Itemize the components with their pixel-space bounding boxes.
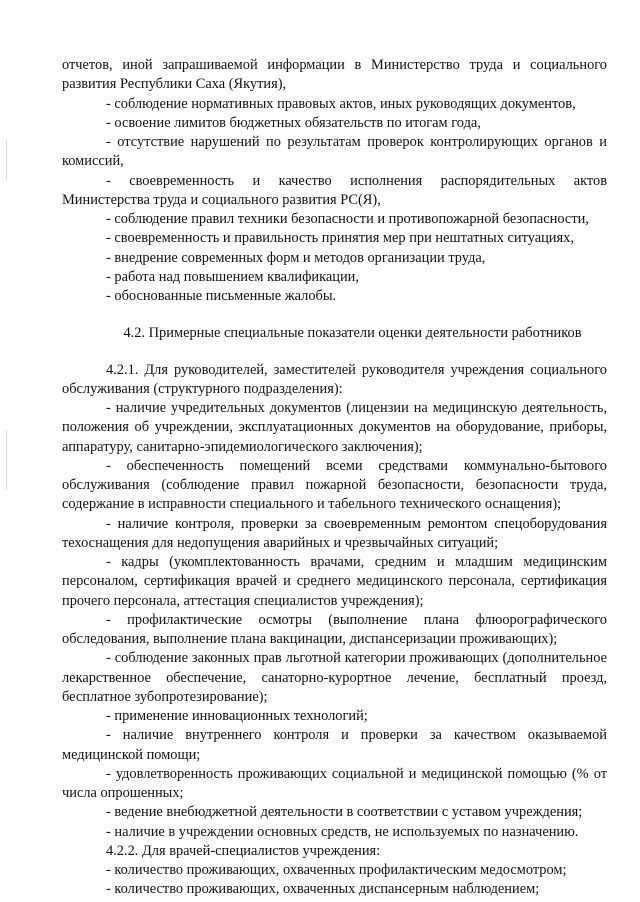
list-item: - наличие учредительных документов (лицензии на медицинскую деятельность, положения об учреждении, эксплуатационных документов на оборудование, приборы, аппаратуру, санитарно-эпидемиологического заключения); xyxy=(62,400,607,455)
list-item: - соблюдение правил техники безопасности и противопожарной безопасности, xyxy=(106,211,589,227)
list-item: - обоснованные письменные жалобы. xyxy=(106,288,337,304)
list-item: - применение инновационных технологий; xyxy=(106,708,368,724)
subsection-paragraph: 4.2.1. Для руководителей, заместителей руководителя учреждения социального обслуживания (структурного подразделения): xyxy=(62,361,607,397)
list-item: - внедрение современных форм и методов организации труда, xyxy=(106,249,486,266)
list-item: - соблюдение нормативных правовых актов, иных руководящих документов, xyxy=(106,95,576,112)
list-item: - освоение лимитов бюджетных обязательств по итогам года, xyxy=(106,114,481,131)
list-item: - профилактические осмотры (выполнение плана флюорографического обследования, выполнение плана вакцинации, диспансеризации проживающих); xyxy=(62,611,607,647)
list-item: - обеспеченность помещений всеми средствами коммунально-бытового обслуживания (соблюдение правил пожарной безопасности, безопасности труда, содержание в исправности специального и табельного технического оснащения); xyxy=(62,457,607,513)
list-item: - наличие в учреждении основных средств, не используемых по назначению. xyxy=(106,823,579,840)
list-item: - отсутствие нарушений по результатам проверок контролирующих органов и комиссий, xyxy=(62,134,607,170)
list-item: - своевременность и правильность принятия мер при нештатных ситуациях, xyxy=(106,230,574,247)
scan-margin-mark xyxy=(6,430,7,490)
scan-margin-mark xyxy=(6,140,7,180)
paragraph: отчетов, иной запрашиваемой информации в Министерство труда и социального развития Республики Саха (Якутия), xyxy=(62,57,607,93)
document-body xyxy=(62,56,607,900)
list-item: - наличие внутреннего контроля и проверки за качеством оказываемой медицинской помощи; xyxy=(62,727,607,763)
list-item: - количество проживающих, охваченных диспансерным наблюдением; xyxy=(106,881,540,898)
section-heading: 4.2. Примерные специальные показатели оценки деятельности работников xyxy=(123,325,582,342)
subsection-paragraph: 4.2.2. Для врачей-специалистов учреждения: xyxy=(106,842,381,859)
list-item: - своевременность и качество исполнения распорядительных актов Министерства труда и социального развития РС(Я), xyxy=(62,172,607,208)
list-item: - количество проживающих, охваченных профилактическим медосмотром; xyxy=(106,862,567,878)
list-item: - кадры (укомплектованность врачами, средним и младшим медицинским персоналом, сертификация врачей и среднего медицинского персонала, сертификация прочего персонала, аттестация специалистов учреждения); xyxy=(62,554,607,609)
list-item: - работа над повышением квалификации, xyxy=(106,268,359,285)
list-item: - наличие контроля, проверки за своевременным ремонтом спецоборудования техоснащения для недопущения аварийных и чрезвычайных ситуаций; xyxy=(62,515,607,551)
list-item: - ведение внебюджетной деятельности в соответствии с уставом учреждения; xyxy=(106,804,583,821)
list-item: - соблюдение законных прав льготной категории проживающих (дополнительное лекарственное обеспечение, санаторно-курортное лечение, бесплатный проезд, бесплатное зубопротезирование); xyxy=(62,650,607,705)
list-item: - удовлетворенность проживающих социальной и медицинской помощью (% от числа опрошенных; xyxy=(62,765,607,801)
